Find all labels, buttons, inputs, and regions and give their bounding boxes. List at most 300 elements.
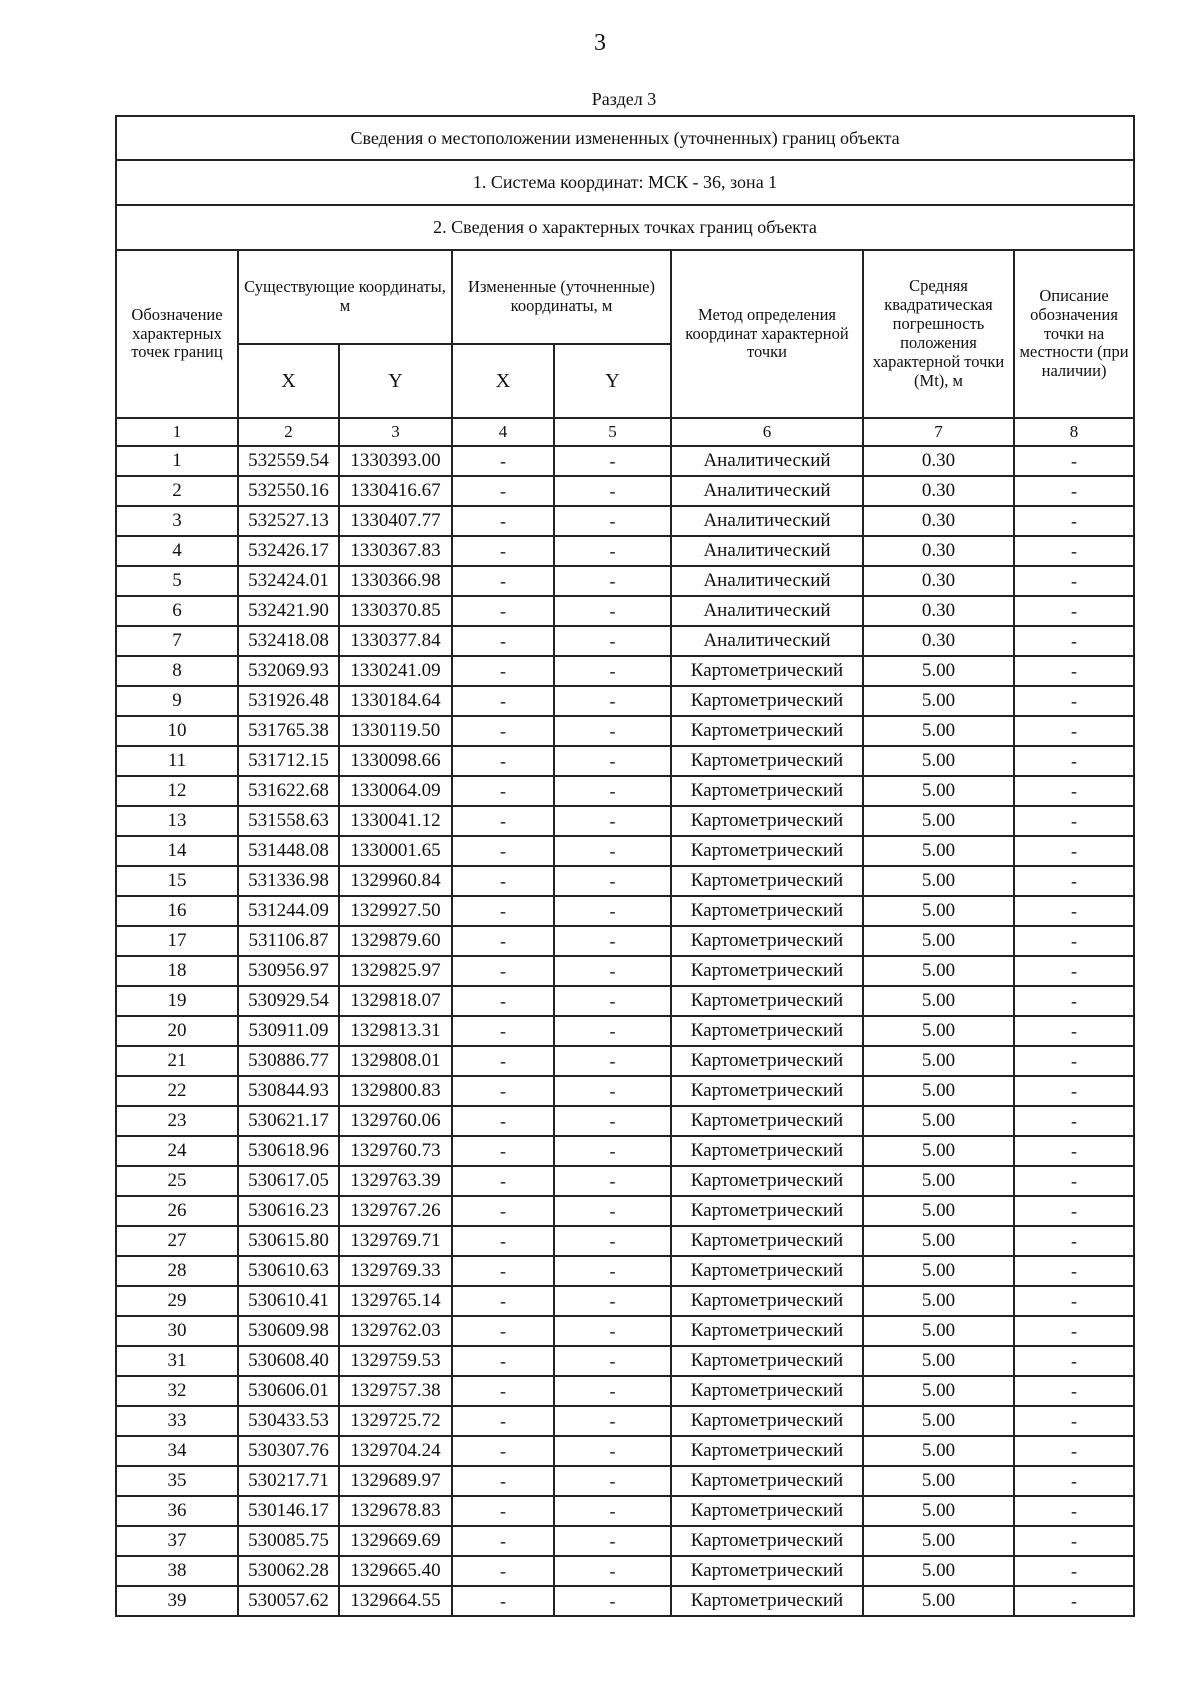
table-row	[116, 1226, 1134, 1256]
point-number: 6	[116, 596, 238, 626]
point-number: 32	[116, 1376, 238, 1406]
table-row	[116, 986, 1134, 1016]
existing-x: 530610.41	[238, 1286, 339, 1316]
changed-y: -	[554, 1436, 671, 1466]
point-description: -	[1014, 1286, 1134, 1316]
changed-y: -	[554, 1076, 671, 1106]
changed-y: -	[554, 956, 671, 986]
point-number: 23	[116, 1106, 238, 1136]
table-row	[116, 1406, 1134, 1436]
existing-x: 530616.23	[238, 1196, 339, 1226]
table-row	[116, 1256, 1134, 1286]
existing-y: 1329760.73	[339, 1136, 452, 1166]
changed-x: -	[452, 506, 554, 536]
mean-error: 5.00	[863, 1586, 1014, 1616]
table-row	[116, 1556, 1134, 1586]
point-number: 21	[116, 1046, 238, 1076]
point-number: 2	[116, 476, 238, 506]
existing-x: 530956.97	[238, 956, 339, 986]
mean-error: 5.00	[863, 866, 1014, 896]
table-row	[116, 746, 1134, 776]
changed-y: -	[554, 596, 671, 626]
table-row	[116, 806, 1134, 836]
point-number: 36	[116, 1496, 238, 1526]
table-row	[116, 896, 1134, 926]
existing-x: 532550.16	[238, 476, 339, 506]
table-row	[116, 1586, 1134, 1616]
changed-x: -	[452, 1136, 554, 1166]
table-row	[116, 1286, 1134, 1316]
table-row	[116, 1076, 1134, 1106]
existing-x: 532421.90	[238, 596, 339, 626]
column-number: 4	[452, 418, 554, 446]
point-description: -	[1014, 596, 1134, 626]
point-description: -	[1014, 866, 1134, 896]
point-number: 14	[116, 836, 238, 866]
existing-y: 1330184.64	[339, 686, 452, 716]
changed-y: -	[554, 1556, 671, 1586]
existing-x: 530610.63	[238, 1256, 339, 1286]
method: Картометрический	[671, 986, 863, 1016]
mean-error: 5.00	[863, 986, 1014, 1016]
point-number: 35	[116, 1466, 238, 1496]
method: Аналитический	[671, 506, 863, 536]
existing-x: 530057.62	[238, 1586, 339, 1616]
method: Картометрический	[671, 716, 863, 746]
changed-y: -	[554, 1166, 671, 1196]
header-existing-y: Y	[339, 344, 452, 418]
changed-x: -	[452, 1016, 554, 1046]
mean-error: 5.00	[863, 1196, 1014, 1226]
point-number: 25	[116, 1166, 238, 1196]
changed-x: -	[452, 446, 554, 476]
mean-error: 5.00	[863, 836, 1014, 866]
table-row	[116, 956, 1134, 986]
point-number: 3	[116, 506, 238, 536]
method: Картометрический	[671, 1586, 863, 1616]
point-number: 24	[116, 1136, 238, 1166]
point-description: -	[1014, 746, 1134, 776]
changed-x: -	[452, 1556, 554, 1586]
table-row	[116, 626, 1134, 656]
changed-y: -	[554, 746, 671, 776]
changed-x: -	[452, 1316, 554, 1346]
changed-x: -	[452, 986, 554, 1016]
point-number: 13	[116, 806, 238, 836]
table-row	[116, 596, 1134, 626]
existing-y: 1329769.71	[339, 1226, 452, 1256]
point-description: -	[1014, 836, 1134, 866]
point-number: 20	[116, 1016, 238, 1046]
point-description: -	[1014, 1316, 1134, 1346]
changed-y: -	[554, 836, 671, 866]
changed-x: -	[452, 626, 554, 656]
changed-y: -	[554, 1226, 671, 1256]
existing-y: 1329879.60	[339, 926, 452, 956]
changed-x: -	[452, 1466, 554, 1496]
mean-error: 5.00	[863, 956, 1014, 986]
existing-x: 531712.15	[238, 746, 339, 776]
changed-y: -	[554, 1286, 671, 1316]
point-number: 38	[116, 1556, 238, 1586]
point-number: 39	[116, 1586, 238, 1616]
changed-x: -	[452, 1346, 554, 1376]
changed-x: -	[452, 836, 554, 866]
point-description: -	[1014, 656, 1134, 686]
column-number: 1	[116, 418, 238, 446]
point-number: 27	[116, 1226, 238, 1256]
mean-error: 5.00	[863, 686, 1014, 716]
method: Картометрический	[671, 1376, 863, 1406]
point-description: -	[1014, 1466, 1134, 1496]
page-number: 3	[594, 30, 606, 56]
existing-y: 1329813.31	[339, 1016, 452, 1046]
table-row	[116, 776, 1134, 806]
changed-y: -	[554, 1046, 671, 1076]
column-number: 5	[554, 418, 671, 446]
changed-x: -	[452, 1046, 554, 1076]
mean-error: 5.00	[863, 1466, 1014, 1496]
method: Картометрический	[671, 656, 863, 686]
changed-y: -	[554, 896, 671, 926]
existing-y: 1330377.84	[339, 626, 452, 656]
changed-x: -	[452, 1496, 554, 1526]
existing-y: 1329825.97	[339, 956, 452, 986]
point-number: 16	[116, 896, 238, 926]
point-description: -	[1014, 686, 1134, 716]
point-description: -	[1014, 1586, 1134, 1616]
changed-x: -	[452, 716, 554, 746]
table-row	[116, 1316, 1134, 1346]
changed-y: -	[554, 776, 671, 806]
existing-y: 1329678.83	[339, 1496, 452, 1526]
point-number: 10	[116, 716, 238, 746]
point-number: 8	[116, 656, 238, 686]
mean-error: 5.00	[863, 896, 1014, 926]
mean-error: 0.30	[863, 626, 1014, 656]
mean-error: 5.00	[863, 1106, 1014, 1136]
point-number: 28	[116, 1256, 238, 1286]
table-row	[116, 1526, 1134, 1556]
table-row	[116, 656, 1134, 686]
changed-y: -	[554, 866, 671, 896]
point-number: 9	[116, 686, 238, 716]
existing-x: 530217.71	[238, 1466, 339, 1496]
method: Картометрический	[671, 806, 863, 836]
table-row	[116, 926, 1134, 956]
point-description: -	[1014, 1526, 1134, 1556]
table-row	[116, 866, 1134, 896]
point-number: 15	[116, 866, 238, 896]
existing-y: 1329762.03	[339, 1316, 452, 1346]
table-row	[116, 506, 1134, 536]
changed-y: -	[554, 1016, 671, 1046]
method: Картометрический	[671, 1166, 863, 1196]
column-number: 3	[339, 418, 452, 446]
point-description: -	[1014, 956, 1134, 986]
existing-y: 1330119.50	[339, 716, 452, 746]
existing-y: 1329818.07	[339, 986, 452, 1016]
point-number: 37	[116, 1526, 238, 1556]
mean-error: 5.00	[863, 776, 1014, 806]
method: Картометрический	[671, 1016, 863, 1046]
existing-y: 1329725.72	[339, 1406, 452, 1436]
mean-error: 5.00	[863, 1166, 1014, 1196]
point-description: -	[1014, 1196, 1134, 1226]
changed-x: -	[452, 686, 554, 716]
mean-error: 5.00	[863, 1526, 1014, 1556]
changed-y: -	[554, 1136, 671, 1166]
mean-error: 5.00	[863, 1046, 1014, 1076]
table-row	[116, 686, 1134, 716]
table-row	[116, 1346, 1134, 1376]
mean-error: 5.00	[863, 1226, 1014, 1256]
existing-x: 531448.08	[238, 836, 339, 866]
mean-error: 5.00	[863, 1436, 1014, 1466]
header-changed-coordinates: Измененные (уточненные) координаты, м	[452, 250, 671, 344]
mean-error: 5.00	[863, 716, 1014, 746]
existing-x: 532418.08	[238, 626, 339, 656]
changed-y: -	[554, 1376, 671, 1406]
existing-x: 531765.38	[238, 716, 339, 746]
header-existing-x: X	[238, 344, 339, 418]
table-row	[116, 566, 1134, 596]
method: Картометрический	[671, 1226, 863, 1256]
existing-x: 530062.28	[238, 1556, 339, 1586]
point-description: -	[1014, 1076, 1134, 1106]
point-description: -	[1014, 626, 1134, 656]
header-designation: Обозначение характерных точек границ	[116, 250, 238, 418]
mean-error: 0.30	[863, 446, 1014, 476]
table-row	[116, 1466, 1134, 1496]
changed-x: -	[452, 1166, 554, 1196]
column-number: 2	[238, 418, 339, 446]
existing-x: 530606.01	[238, 1376, 339, 1406]
changed-x: -	[452, 746, 554, 776]
mean-error: 5.00	[863, 1016, 1014, 1046]
header-changed-y: Y	[554, 344, 671, 418]
method: Картометрический	[671, 1316, 863, 1346]
changed-x: -	[452, 656, 554, 686]
table-row	[116, 1436, 1134, 1466]
point-description: -	[1014, 1016, 1134, 1046]
table-row	[116, 1496, 1134, 1526]
changed-x: -	[452, 866, 554, 896]
point-description: -	[1014, 446, 1134, 476]
changed-x: -	[452, 566, 554, 596]
changed-y: -	[554, 686, 671, 716]
point-number: 30	[116, 1316, 238, 1346]
changed-x: -	[452, 1406, 554, 1436]
method: Картометрический	[671, 1346, 863, 1376]
mean-error: 0.30	[863, 506, 1014, 536]
changed-x: -	[452, 1586, 554, 1616]
existing-x: 532527.13	[238, 506, 339, 536]
changed-x: -	[452, 1286, 554, 1316]
existing-y: 1329960.84	[339, 866, 452, 896]
changed-y: -	[554, 1256, 671, 1286]
existing-x: 530608.40	[238, 1346, 339, 1376]
header-error: Средняя квадратическая погрешность положения характерной точки (Mt), м	[863, 250, 1014, 418]
points-caption: 2. Сведения о характерных точках границ объекта	[116, 205, 1134, 250]
changed-x: -	[452, 1436, 554, 1466]
changed-y: -	[554, 806, 671, 836]
changed-y: -	[554, 1586, 671, 1616]
existing-x: 530618.96	[238, 1136, 339, 1166]
changed-y: -	[554, 986, 671, 1016]
table-row	[116, 1196, 1134, 1226]
existing-y: 1330366.98	[339, 566, 452, 596]
method: Аналитический	[671, 446, 863, 476]
point-number: 11	[116, 746, 238, 776]
point-description: -	[1014, 926, 1134, 956]
changed-y: -	[554, 926, 671, 956]
point-number: 34	[116, 1436, 238, 1466]
point-number: 19	[116, 986, 238, 1016]
changed-x: -	[452, 926, 554, 956]
changed-x: -	[452, 1256, 554, 1286]
method: Картометрический	[671, 776, 863, 806]
changed-x: -	[452, 806, 554, 836]
mean-error: 5.00	[863, 1136, 1014, 1166]
header-method: Метод определения координат характерной точки	[671, 250, 863, 418]
existing-x: 530085.75	[238, 1526, 339, 1556]
point-description: -	[1014, 566, 1134, 596]
table-row	[116, 1046, 1134, 1076]
table-row	[116, 446, 1134, 476]
method: Картометрический	[671, 1136, 863, 1166]
table-row	[116, 1106, 1134, 1136]
existing-x: 530621.17	[238, 1106, 339, 1136]
changed-y: -	[554, 446, 671, 476]
mean-error: 0.30	[863, 476, 1014, 506]
existing-x: 530617.05	[238, 1166, 339, 1196]
changed-y: -	[554, 1526, 671, 1556]
method: Картометрический	[671, 836, 863, 866]
changed-y: -	[554, 1466, 671, 1496]
existing-x: 531622.68	[238, 776, 339, 806]
existing-x: 530146.17	[238, 1496, 339, 1526]
existing-x: 530609.98	[238, 1316, 339, 1346]
changed-x: -	[452, 896, 554, 926]
point-number: 17	[116, 926, 238, 956]
method: Картометрический	[671, 1406, 863, 1436]
existing-y: 1330416.67	[339, 476, 452, 506]
existing-y: 1329704.24	[339, 1436, 452, 1466]
table-row	[116, 1016, 1134, 1046]
method: Картометрический	[671, 956, 863, 986]
changed-y: -	[554, 506, 671, 536]
existing-x: 530911.09	[238, 1016, 339, 1046]
point-description: -	[1014, 716, 1134, 746]
existing-y: 1329763.39	[339, 1166, 452, 1196]
method: Картометрический	[671, 926, 863, 956]
mean-error: 0.30	[863, 536, 1014, 566]
point-description: -	[1014, 1106, 1134, 1136]
changed-y: -	[554, 1196, 671, 1226]
method: Картометрический	[671, 746, 863, 776]
changed-x: -	[452, 1106, 554, 1136]
coordinate-system: 1. Система координат: МСК - 36, зона 1	[116, 160, 1134, 205]
method: Картометрический	[671, 1106, 863, 1136]
point-description: -	[1014, 506, 1134, 536]
changed-y: -	[554, 1406, 671, 1436]
column-number: 7	[863, 418, 1014, 446]
point-description: -	[1014, 536, 1134, 566]
mean-error: 5.00	[863, 1256, 1014, 1286]
changed-x: -	[452, 476, 554, 506]
existing-x: 532424.01	[238, 566, 339, 596]
existing-y: 1329800.83	[339, 1076, 452, 1106]
point-description: -	[1014, 1496, 1134, 1526]
point-number: 26	[116, 1196, 238, 1226]
point-description: -	[1014, 1556, 1134, 1586]
point-description: -	[1014, 986, 1134, 1016]
existing-x: 531926.48	[238, 686, 339, 716]
table-row	[116, 1136, 1134, 1166]
existing-y: 1329664.55	[339, 1586, 452, 1616]
existing-y: 1329759.53	[339, 1346, 452, 1376]
existing-x: 531106.87	[238, 926, 339, 956]
method: Картометрический	[671, 1436, 863, 1466]
existing-y: 1330001.65	[339, 836, 452, 866]
changed-x: -	[452, 1076, 554, 1106]
changed-x: -	[452, 596, 554, 626]
changed-y: -	[554, 656, 671, 686]
method: Картометрический	[671, 866, 863, 896]
existing-y: 1330393.00	[339, 446, 452, 476]
existing-y: 1329757.38	[339, 1376, 452, 1406]
method: Аналитический	[671, 476, 863, 506]
mean-error: 5.00	[863, 1286, 1014, 1316]
point-number: 1	[116, 446, 238, 476]
mean-error: 5.00	[863, 1316, 1014, 1346]
point-description: -	[1014, 1226, 1134, 1256]
point-description: -	[1014, 1436, 1134, 1466]
point-description: -	[1014, 1166, 1134, 1196]
mean-error: 0.30	[863, 566, 1014, 596]
existing-y: 1330367.83	[339, 536, 452, 566]
existing-y: 1329760.06	[339, 1106, 452, 1136]
point-description: -	[1014, 1046, 1134, 1076]
mean-error: 5.00	[863, 1346, 1014, 1376]
existing-x: 532559.54	[238, 446, 339, 476]
existing-y: 1329765.14	[339, 1286, 452, 1316]
changed-y: -	[554, 1346, 671, 1376]
existing-x: 531244.09	[238, 896, 339, 926]
table-row	[116, 716, 1134, 746]
point-number: 22	[116, 1076, 238, 1106]
point-number: 12	[116, 776, 238, 806]
point-description: -	[1014, 776, 1134, 806]
point-number: 7	[116, 626, 238, 656]
table-row	[116, 536, 1134, 566]
changed-y: -	[554, 476, 671, 506]
boundary-points-table	[115, 115, 1135, 1617]
existing-y: 1329927.50	[339, 896, 452, 926]
point-number: 4	[116, 536, 238, 566]
existing-y: 1329665.40	[339, 1556, 452, 1586]
point-number: 29	[116, 1286, 238, 1316]
changed-x: -	[452, 536, 554, 566]
method: Картометрический	[671, 1286, 863, 1316]
existing-y: 1329689.97	[339, 1466, 452, 1496]
existing-y: 1330064.09	[339, 776, 452, 806]
mean-error: 5.00	[863, 1076, 1014, 1106]
header-description: Описание обозначения точки на местности (при наличии)	[1014, 250, 1134, 418]
point-description: -	[1014, 476, 1134, 506]
changed-y: -	[554, 1496, 671, 1526]
